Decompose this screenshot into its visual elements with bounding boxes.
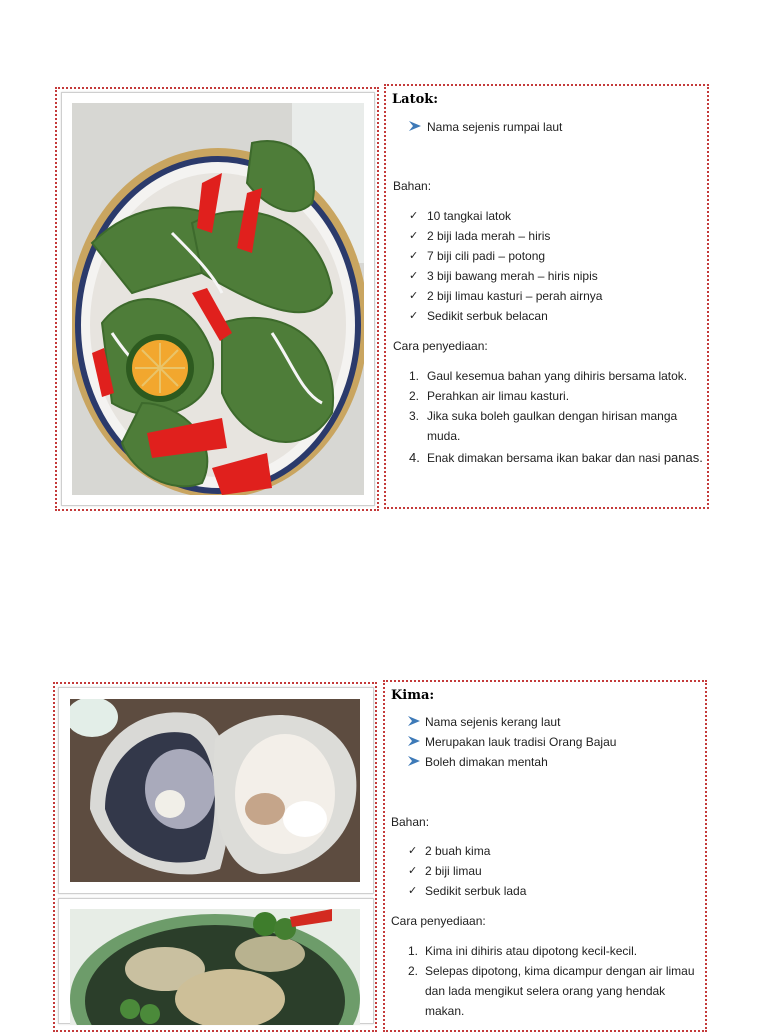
giant-clam-photo (70, 699, 360, 882)
clam-dish-photo (70, 909, 360, 1025)
latok-bahan-label: Bahan: (393, 179, 432, 193)
latok-step: Jika suka boleh gaulkan dengan hirisan manga (427, 409, 678, 423)
seaweed-salad-photo (72, 103, 364, 495)
kima-bullet: Nama sejenis kerang laut (425, 715, 561, 729)
check-icon: ✓ (408, 864, 418, 877)
kima-cara-label: Cara penyediaan: (391, 914, 486, 928)
kima-image-box (58, 687, 374, 894)
latok-image-box (61, 92, 375, 506)
kima-ingredient: Sedikit serbuk lada (425, 884, 527, 898)
arrow-bullet-icon (407, 755, 421, 767)
latok-step-number: 1. (409, 369, 420, 383)
check-icon: ✓ (409, 229, 419, 242)
latok-step: Gaul kesemua bahan yang dihiris bersama latok. (427, 369, 688, 383)
check-icon: ✓ (408, 844, 418, 857)
latok-step (427, 450, 703, 465)
check-icon: ✓ (409, 289, 419, 302)
latok-ingredient: Sedikit serbuk belacan (427, 309, 548, 323)
latok-step-number: 3. (409, 409, 420, 423)
latok-step-number: 4. (409, 450, 420, 465)
latok-title: Latok: (392, 92, 439, 107)
kima-ingredient: 2 buah kima (425, 844, 491, 858)
kima-step-continued: makan. (425, 1004, 465, 1018)
latok-ingredient: 7 biji cili padi – potong (427, 249, 546, 263)
latok-step: Perahkan air limau kasturi. (427, 389, 570, 403)
check-icon: ✓ (409, 209, 419, 222)
latok-step-text: Enak dimakan bersama ikan bakar dan nasi (427, 451, 664, 465)
latok-step-tail: panas. (663, 450, 703, 465)
latok-bullet: Nama sejenis rumpai laut (427, 120, 563, 134)
arrow-bullet-icon (407, 735, 421, 747)
kima-step-number: 2. (408, 964, 419, 978)
kima-step: Selepas dipotong, kima dicampur dengan air limau (425, 964, 695, 978)
latok-step-number: 2. (409, 389, 420, 403)
kima-step: Kima ini dihiris atau dipotong kecil-kecil. (425, 944, 638, 958)
latok-ingredient: 2 biji limau kasturi – perah airnya (427, 289, 603, 303)
latok-ingredient: 3 biji bawang merah – hiris nipis (427, 269, 598, 283)
kima-bahan-label: Bahan: (391, 815, 430, 829)
arrow-bullet-icon (408, 120, 422, 132)
kima-step-continued: dan lada mengikut selera orang yang hendak (425, 984, 666, 998)
check-icon: ✓ (408, 884, 418, 897)
latok-ingredient: 2 biji lada merah – hiris (427, 229, 551, 243)
arrow-bullet-icon (407, 715, 421, 727)
kima-bullet: Merupakan lauk tradisi Orang Bajau (425, 735, 617, 749)
kima-bullet: Boleh dimakan mentah (425, 755, 548, 769)
check-icon: ✓ (409, 309, 419, 322)
check-icon: ✓ (409, 249, 419, 262)
kima-title: Kima: (391, 688, 435, 703)
latok-cara-label: Cara penyediaan: (393, 339, 488, 353)
kima-dish-box (58, 898, 374, 1024)
kima-step-number: 1. (408, 944, 419, 958)
kima-ingredient: 2 biji limau (425, 864, 482, 878)
check-icon: ✓ (409, 269, 419, 282)
latok-ingredient: 10 tangkai latok (427, 209, 512, 223)
latok-step-continued: muda. (427, 429, 461, 443)
